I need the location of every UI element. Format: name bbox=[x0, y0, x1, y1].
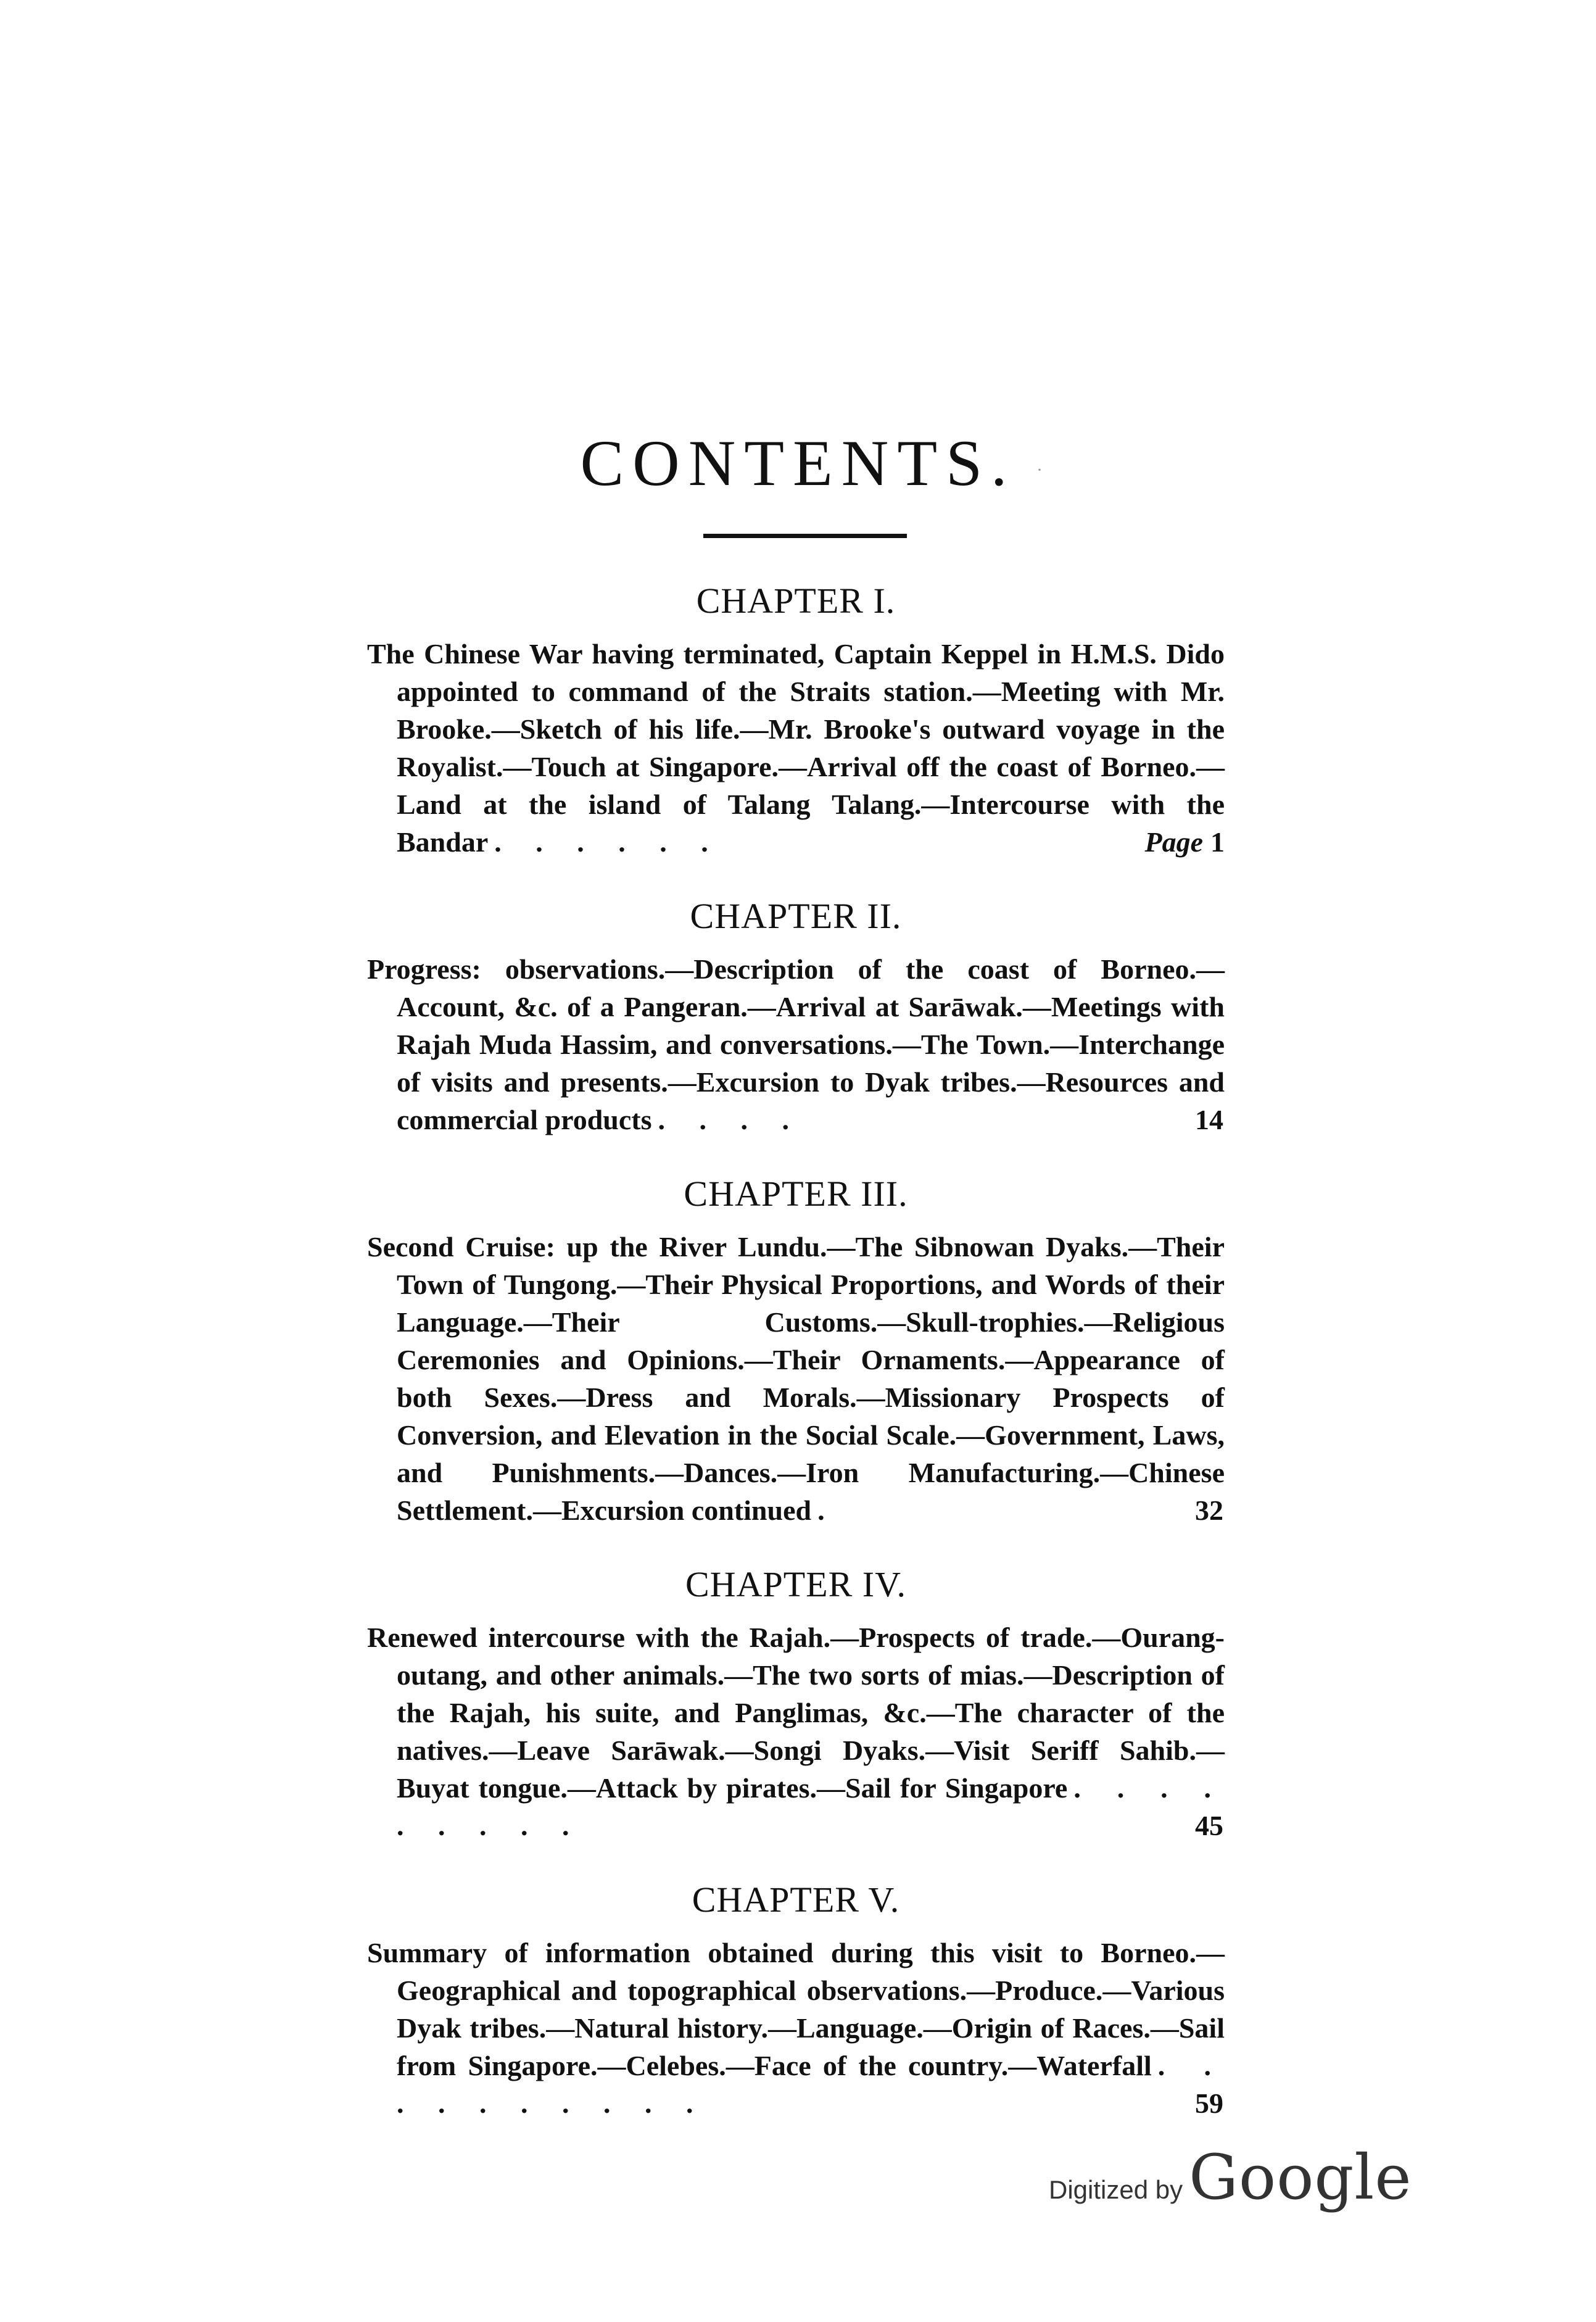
page-number: 32 bbox=[1195, 1495, 1223, 1526]
chapter-heading: CHAPTER II. bbox=[690, 896, 902, 936]
leader-dots: . . . . bbox=[658, 1104, 803, 1135]
page-number: 1 bbox=[1210, 826, 1225, 858]
chapter-entry bbox=[367, 580, 1225, 861]
title-rule bbox=[703, 534, 907, 538]
page-number: 59 bbox=[1195, 2088, 1223, 2119]
chapter-summary bbox=[367, 635, 1225, 861]
leader-dots: . bbox=[817, 1495, 838, 1526]
page-label: Page bbox=[1144, 826, 1203, 858]
digitization-watermark bbox=[1049, 2141, 1412, 2213]
leader-dots: . . . . . . bbox=[494, 826, 722, 858]
chapter-summary bbox=[367, 1619, 1225, 1844]
chapter-summary bbox=[367, 1934, 1225, 2122]
chapter-heading: CHAPTER V. bbox=[692, 1880, 900, 1920]
chapter-entry bbox=[367, 895, 1225, 1138]
chapter-entry bbox=[367, 1879, 1225, 2122]
chapter-summary-text: Second Cruise: up the River Lundu.—The Sibnowan Dyaks.—Their Town of Tungong.—Their Physical Proportions, and Words of their Language.—Their Customs.—Skull-trophies.—Religious Ceremonies and Opinions.—Their Ornaments.—Appearance of both Sexes.—Dress and Morals.—Missionary Prospects of Conversion, and Elevation in the Social Scale.—Government, Laws, and Punishments.—Dances.—Iron Manufacturing.—Chinese Settlement.—Excursion continued bbox=[367, 1231, 1225, 1526]
chapter-entry bbox=[367, 1564, 1225, 1844]
chapter-summary-text: Progress: observations.—Description of the coast of Borneo.—Account, &c. of a Pangeran.—Arrival at Sarāwak.—Meetings with Rajah Muda Hassim, and conversations.—The Town.—Interchange of visits and presents.—Excursion to Dyak tribes.—Resources and commercial products bbox=[367, 953, 1225, 1135]
chapter-heading: CHAPTER IV. bbox=[685, 1564, 906, 1604]
page-number: 14 bbox=[1195, 1104, 1223, 1135]
table-of-contents bbox=[367, 580, 1225, 2157]
leader-dots: . . . . . . . . . bbox=[397, 1772, 1225, 1841]
page-number: 45 bbox=[1195, 1810, 1223, 1841]
chapter-heading: CHAPTER I. bbox=[696, 581, 896, 621]
stray-mark: · bbox=[1036, 460, 1043, 480]
leader-dots: . . . . . . . . . . bbox=[397, 2050, 1225, 2119]
chapter-summary-text: Summary of information obtained during this visit to Borneo.—Geographical and topographical observations.—Produce.—Various Dyak tribes.—Natural history.—Language.—Origin of Races.—Sail from Singapore.—Celebes.—Face of the country.—Waterfall bbox=[367, 1937, 1225, 2081]
google-logo: Google bbox=[1189, 2141, 1412, 2213]
chapter-summary bbox=[367, 1228, 1225, 1529]
page-title: CONTENTS. bbox=[580, 427, 1016, 499]
digitized-by-label: Digitized by bbox=[1049, 2175, 1183, 2204]
page-reference bbox=[1144, 823, 1225, 861]
chapter-summary-text: Renewed intercourse with the Rajah.—Prospects of trade.—Ourang-outang, and other animals.—The two sorts of mias.—Description of the Rajah, his suite, and Panglimas, &c.—The character of the natives.—Leave Sarāwak.—Songi Dyaks.—Visit Seriff Sahib.—Buyat tongue.—Attack by pirates.—Sail for Singapore bbox=[367, 1622, 1225, 1804]
chapter-summary bbox=[367, 950, 1225, 1138]
chapter-entry bbox=[367, 1173, 1225, 1529]
chapter-heading: CHAPTER III. bbox=[684, 1174, 908, 1214]
chapter-summary-text: The Chinese War having terminated, Captain Keppel in H.M.S. Dido appointed to command of the Straits station.—Meeting with Mr. Brooke.—Sketch of his life.—Mr. Brooke's outward voyage in the Royalist.—Touch at Singapore.—Arrival off the coast of Borneo.—Land at the island of Talang Talang.—Intercourse with the Bandar bbox=[367, 638, 1225, 858]
